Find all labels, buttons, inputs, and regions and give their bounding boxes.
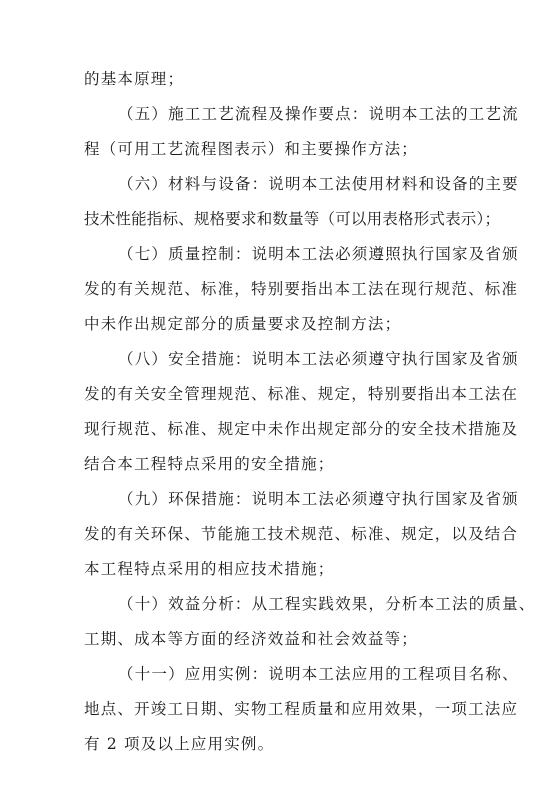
text-line: 发的有关安全管理规范、标准、规定，特别要指出本工法在 xyxy=(84,385,519,403)
text-line: 技术性能指标、规格要求和数量等（可以用表格形式表示）； xyxy=(84,210,501,228)
text-line: （六）材料与设备：说明本工法使用材料和设备的主要 xyxy=(118,175,519,193)
text-line: （八）安全措施：说明本工法必须遵守执行国家及省颁 xyxy=(118,350,519,368)
text-line: 有 2 项及以上应用实例。 xyxy=(84,735,275,753)
text-line: 的基本原理； xyxy=(84,70,185,88)
text-line: 本工程特点采用的相应技术措施； xyxy=(84,560,335,578)
text-line: 工期、成本等方面的经济效益和社会效益等； xyxy=(84,630,419,648)
text-line: 发的有关规范、标准，特别要指出本工法在现行规范、标准 xyxy=(84,280,519,298)
text-line: 中未作出规定部分的质量要求及控制方法； xyxy=(84,315,402,333)
text-line: （十）效益分析：从工程实践效果，分析本工法的质量、 xyxy=(118,595,536,613)
text-line: 发的有关环保、节能施工技术规范、标准、规定，以及结合 xyxy=(84,525,519,543)
text-line: （五）施工工艺流程及操作要点：说明本工法的工艺流 xyxy=(118,105,519,123)
text-line: （九）环保措施：说明本工法必须遵守执行国家及省颁 xyxy=(118,490,519,508)
text-line: （七）质量控制：说明本工法必须遵照执行国家及省颁 xyxy=(118,245,519,263)
text-line: 现行规范、标准、规定中未作出规定部分的安全技术措施及 xyxy=(84,420,519,438)
text-line: 程（可用工艺流程图表示）和主要操作方法； xyxy=(84,140,419,158)
text-line: （十一）应用实例：说明本工法应用的工程项目名称、 xyxy=(118,665,519,683)
text-line: 结合本工程特点采用的安全措施； xyxy=(84,455,335,473)
text-line: 地点、开竣工日期、实物工程质量和应用效果，一项工法应 xyxy=(84,700,519,718)
